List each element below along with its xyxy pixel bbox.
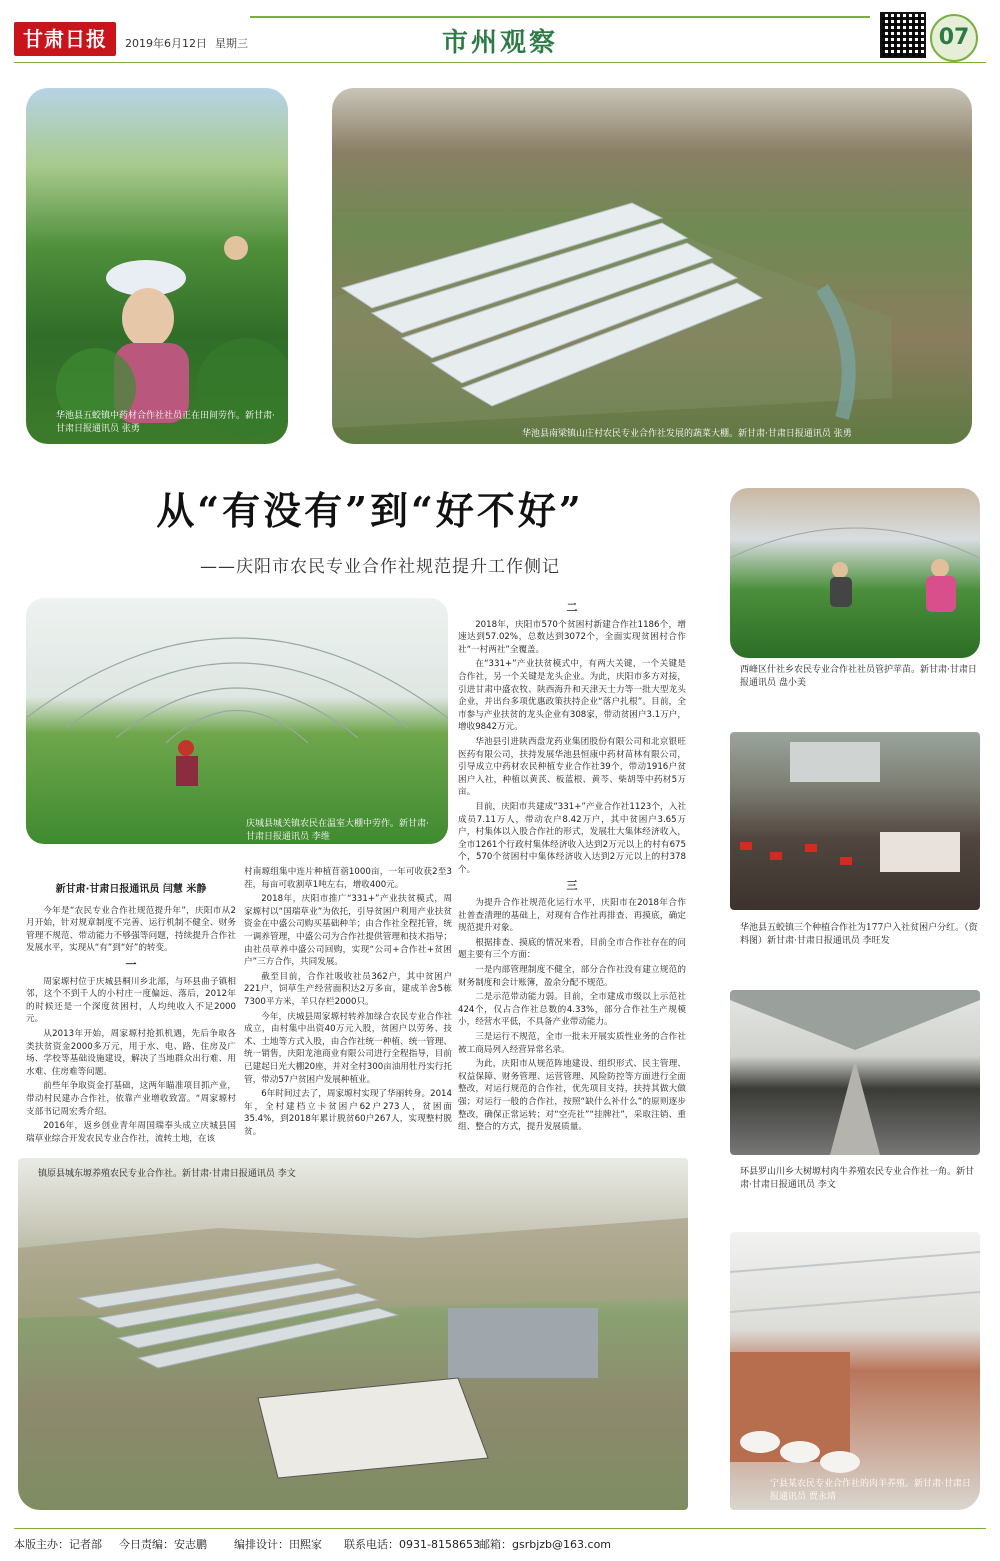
photo-greenhouse-valley bbox=[332, 88, 972, 444]
article-column-2 bbox=[244, 866, 452, 1140]
section-number: 三 bbox=[566, 879, 578, 893]
paragraph: 三是运行不规范，全市一批未开展实质性业务的合作社被工商局列入经营异常名录。 bbox=[458, 1032, 686, 1055]
paragraph: 根据排查、摸底的情况来看，目前全市合作社存在的问题主要有三个方面： bbox=[458, 937, 686, 961]
article-column-1 bbox=[26, 880, 236, 1147]
photo-cattle-barn-caption: 环县罗山川乡大树塬村肉牛养殖农民专业合作社一角。新甘肃·甘肃日报通讯员 李文 bbox=[740, 1167, 975, 1190]
photo-dividend-meeting bbox=[730, 732, 980, 910]
article-headline: 从“有没有”到“好不好” bbox=[156, 488, 584, 533]
paragraph: 从2013年开始，周家塬村抢抓机遇，先后争取各类扶贫资金2000多万元，用于水、电、路、住房及广场、学校等基础设施建设，解决了当地群众出行难、用水难、住房难等问题。 bbox=[26, 1028, 236, 1077]
photo-greenhouse-interior-art bbox=[26, 598, 448, 844]
footer-editor: 今日责编：安志鹏 bbox=[119, 1538, 207, 1551]
photo-seedling-care-art bbox=[730, 488, 980, 658]
footer-designer: 编排设计：田熙家 bbox=[234, 1538, 322, 1551]
paragraph: 华池县引进陕西盘龙药业集团股份有限公司和北京银旺医药有限公司，扶持发展华池县恒康中药材苗林有限公司，引导成立中药材农民种植专业合作社39个，带动1916户贫困户入社，种植以黄芪、板蓝根、黄芩、柴胡等中药材5万亩。 bbox=[458, 736, 686, 798]
article-subhead: ——庆阳市农民专业合作社规范提升工作侧记 bbox=[200, 557, 560, 577]
photo-greenhouse-interior-caption: 庆城县城关镇农民在温室大棚中劳作。新甘肃·甘肃日报通讯员 李维 bbox=[246, 819, 429, 842]
qr-code-icon bbox=[880, 12, 926, 58]
footer-phone: 联系电话：0931-8158653 bbox=[344, 1538, 480, 1551]
photo-greenhouse-interior bbox=[26, 598, 448, 844]
paragraph: 今年，庆城县周家塬村转养加绿合农民专业合作社成立，由村集中出资40万元入股，贫困户以劳务、技术、土地等方式入股，由合作社统一种植、统一管理、统一销售，庆阳龙池商业有限公司进行全程指导，目前已建起日光大棚20座，并对全村300亩油用牡丹实行托管，带动57户贫困户发展种植业。 bbox=[244, 1011, 452, 1085]
photo-herb-farmer-caption: 华池县五蛟镇中药材合作社社员正在田间劳作。新甘肃·甘肃日报通讯员 张勇 bbox=[56, 411, 275, 434]
paragraph: 2018年，庆阳市570个贫困村新建合作社1186个，增速达到57.02%，总数达到3072个，全面实现贫困村合作社“一村两社”全覆盖。 bbox=[458, 619, 686, 655]
photo-greenhouse-valley-art bbox=[332, 88, 972, 444]
footer-host: 本版主办：记者部 bbox=[14, 1538, 102, 1551]
paragraph: 二是示范带动能力弱。目前，全市建成市级以上示范社424个，仅占合作社总数的4.33%，部分合作社生产规模小，经营水平低，不具备产业带动能力。 bbox=[458, 992, 686, 1028]
article-column-3 bbox=[458, 598, 686, 1136]
section-number: 一 bbox=[125, 957, 137, 971]
section-title: 市州观察 bbox=[441, 28, 558, 58]
photo-seedling-care-caption: 西峰区什社乡农民专业合作社社员管护苹苗。新甘肃·甘肃日报通讯员 盘小美 bbox=[740, 665, 977, 688]
paragraph: 6年时间过去了，周家塬村实现了华丽转身。2014年，全村建档立卡贫困户62户273人，贫困面35.4%，到2018年累计脱贫60户267人，实现整村脱贫。 bbox=[244, 1089, 452, 1137]
paragraph: 前些年争取资金打基础，这两年瞄准项目抓产业，带动村民建办合作社，依靠产业增收致富。“周家塬村支部书记周宏秀介绍。 bbox=[26, 1081, 236, 1117]
photo-sheep-barn-art bbox=[730, 1232, 980, 1510]
photo-dividend-meeting-caption: 华池县五蛟镇三个种植合作社为177户入社贫困户分红。（资料图）新甘肃·甘肃日报通讯员 李旺发 bbox=[740, 923, 978, 946]
paragraph: 为提升合作社规范化运行水平，庆阳市在2018年合作社普查清理的基础上，对现有合作社再排查、再摸底，确定规范提升对象。 bbox=[458, 898, 686, 934]
paragraph: 周家塬村位于庆城县桐川乡北部，与环县曲子镇相邻，这个不到千人的小村庄一度偏远、落后，2012年的时候还是一个深度贫困村，人均纯收入不足2000元。 bbox=[26, 976, 236, 1025]
page-number-badge: 07 bbox=[930, 14, 978, 62]
photo-sheep-barn-caption: 宁县某农民专业合作社的肉羊养殖。新甘肃·甘肃日报通讯员 贾永靖 bbox=[770, 1479, 971, 1502]
paragraph: 今年是“农民专业合作社规范提升年”，庆阳市从2月开始，针对规章制度不完善、运行机制不健全、财务管理不规范、带动能力不够强等问题，持续提升合作社发展水平，实现从“有”到“好”的转变。 bbox=[26, 905, 236, 954]
page-footer bbox=[14, 1534, 986, 1552]
photo-cattle-barn-art bbox=[730, 990, 980, 1155]
photo-greenhouse-valley-caption: 华池县南梁镇山庄村农民专业合作社发展的蔬菜大棚。新甘肃·甘肃日报通讯员 张勇 bbox=[522, 429, 852, 439]
header-divider bbox=[14, 62, 986, 63]
publication-weekday: 星期三 bbox=[215, 37, 248, 50]
section-number: 二 bbox=[566, 601, 578, 614]
photo-dividend-meeting-art bbox=[730, 732, 980, 910]
paragraph: 为此，庆阳市从规范阵地建设、组织形式、民主管理、权益保障、财务管理、运营管理、风险防控等方面进行全面整改，对运行规范的合作社，优先项目支持，扶持其做大做强；对运行一般的合作社，按照“缺什么补什么”的原则逐步整改，确保正常运转；对“空壳社”“挂牌社”，采取注销、重组、整合的方式，提升发展质量。 bbox=[458, 1059, 686, 1133]
paragraph: 村南塬组集中连片种植苜蓿1000亩，一年可收获2至3茬，每亩可收割草1吨左右，增收400元。 bbox=[244, 867, 452, 890]
photo-livestock-complex-caption: 镇原县城东塬养殖农民专业合作社。新甘肃·甘肃日报通讯员 李文 bbox=[38, 1169, 296, 1179]
paragraph: 目前，庆阳市共建成“331+”产业合作社1123个，入社成员7.11万人，带动农户8.42万户，其中贫困户3.65万户，村集体以入股合作社的形式，发展壮大集体经济收入，全市1261个行政村集体经济收入达到2万元以上的村有675个，570个贫困村中集体经济收入达到2万元以上的村378个。 bbox=[458, 801, 686, 875]
paragraph: 2016年，返乡创业青年周国瑞奉头成立庆城县国瑞草业综合开发农民专业合作社，流转土地，在该 bbox=[26, 1121, 236, 1144]
footer-email: 邮箱：gsrbjzb@163.com bbox=[479, 1538, 612, 1551]
footer-divider bbox=[14, 1528, 986, 1529]
newspaper-logo: 甘肃日报 bbox=[14, 22, 116, 56]
header-rule bbox=[250, 16, 870, 18]
photo-livestock-complex-art bbox=[18, 1158, 688, 1510]
photo-seedling-care bbox=[730, 488, 980, 658]
paragraph: 2018年，庆阳市推广“331+”产业扶贫模式，周家塬村以“国瑞草业”为依托，引导贫困户利用产业扶贫资金在中盛公司购买基础种羊；由合作社全程托管，统一调养管理，中盛公司为合作社提供管理和技术指导；由社员草养中盛公司回购，实现“公司+合作社+贫困户”三方合作，共同发展。 bbox=[244, 894, 452, 968]
paragraph: 在“331+”产业扶贫模式中，有两大关键，一个关键是合作社，另一个关键是龙头企业。为此，庆阳市多方对接，引进甘肃中盛农牧、陕西海升和天津天士力等一批大型龙头企业，并出台多项优惠政策扶持企业“落户扎根”。目前，全市参与产业扶贫的龙头企业有308家，带动贫困户3.1万户，增收9842万元。 bbox=[458, 659, 686, 733]
publication-date: 2019年6月12日 bbox=[125, 37, 207, 50]
photo-cattle-barn bbox=[730, 990, 980, 1155]
paragraph: 截至目前，合作社吸收社员362户，其中贫困户221户，饲草生产经营面积达2万多亩，建成羊舍5栋7300平方米，羊只存栏2000只。 bbox=[244, 971, 452, 1007]
photo-livestock-complex bbox=[18, 1158, 688, 1510]
article-byline: 新甘肃·甘肃日报通讯员 闫慧 米静 bbox=[55, 884, 207, 895]
photo-herb-farmer bbox=[26, 88, 288, 444]
photo-herb-farmer-art bbox=[26, 88, 288, 444]
photo-sheep-barn bbox=[730, 1232, 980, 1510]
paragraph: 一是内部管理制度不健全，部分合作社没有建立规范的财务制度和会计账簿，盈余分配不规范。 bbox=[458, 965, 686, 988]
